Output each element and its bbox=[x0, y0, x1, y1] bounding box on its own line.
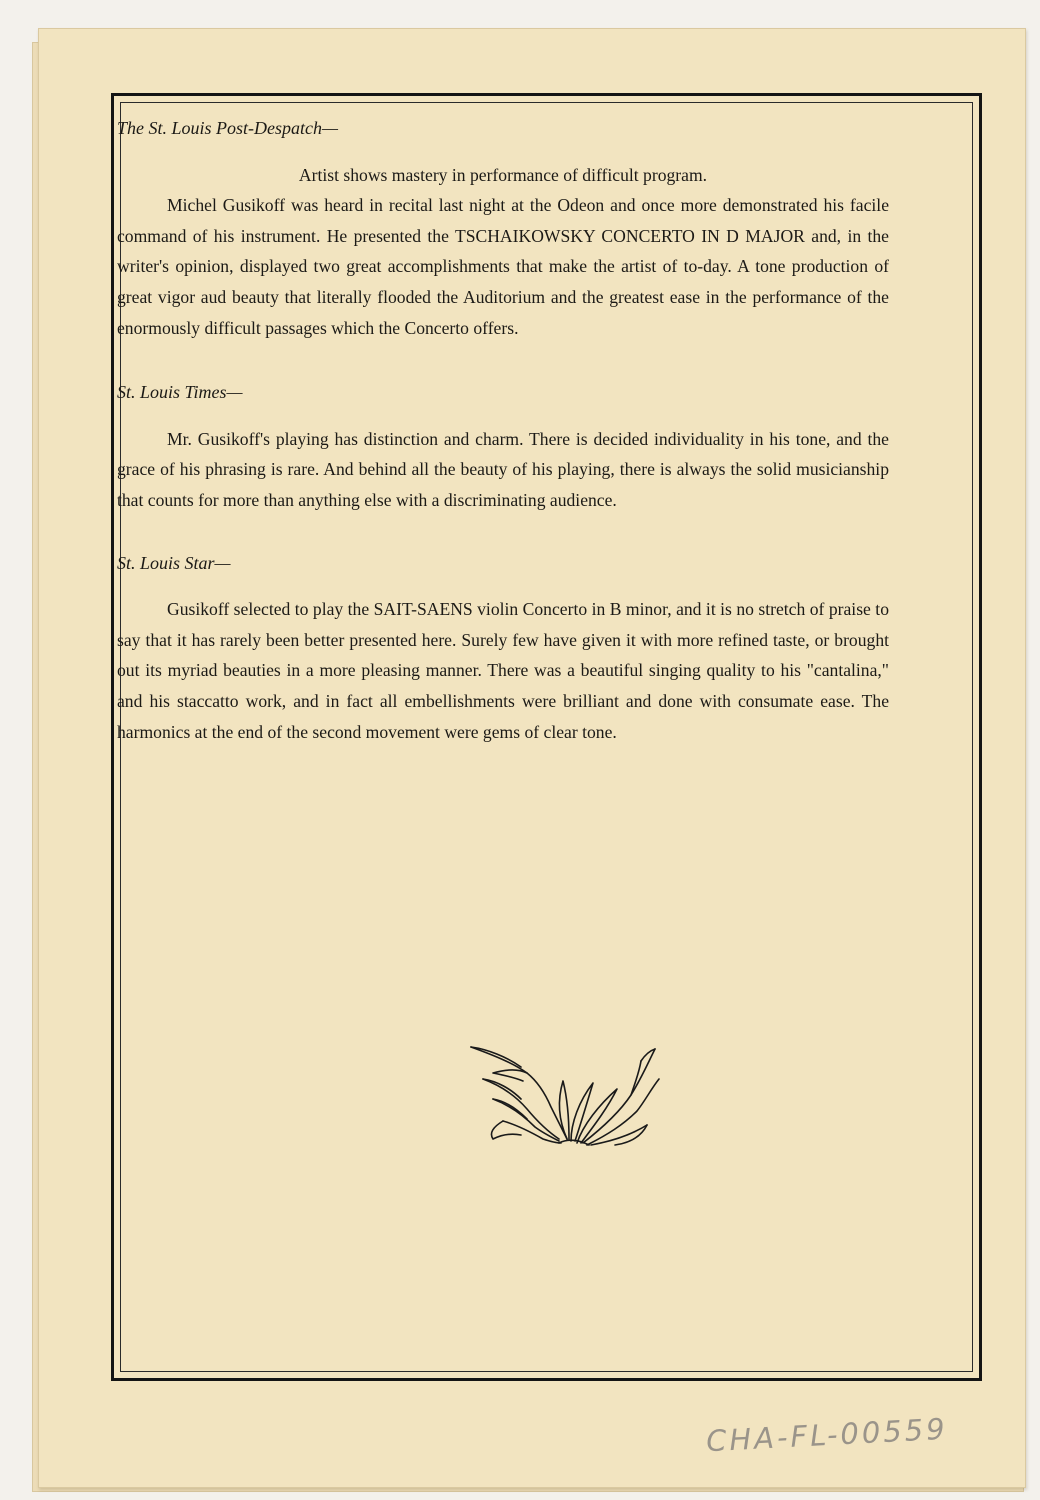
review-headline: Artist shows mastery in performance of difficult program. bbox=[298, 164, 708, 185]
leaf-ornament-icon bbox=[463, 1039, 673, 1151]
reviews-content bbox=[117, 113, 889, 747]
catalog-number: CHA-FL-00559 bbox=[705, 1411, 949, 1459]
review-source-star: St. Louis Star— bbox=[117, 552, 231, 573]
review-body-times: Mr. Gusikoff's playing has distinction and charm. There is decided individuality in his tone, and the grace of his phrasing is rare. And behind all the beauty of his playing, there is always the solid musicianship that counts for more than anything else with a discriminating audience. bbox=[117, 428, 889, 510]
review-source-post-despatch: The St. Louis Post-Despatch— bbox=[117, 118, 339, 138]
review-body-post-despatch: Michel Gusikoff was heard in recital last night at the Odeon and once more demonstrated his facile command of his instrument. He presented the TSCHAIKOWSKY CONCERTO IN D MAJOR and, in the writer's opinion, displayed two great accomplishments that make the artist of to-day. A tone production of great vigor aud beauty that literally flooded the Auditorium and the greatest ease in the performance of the enormously difficult passages which the Concerto offers. bbox=[117, 195, 889, 338]
program-page bbox=[38, 28, 1026, 1488]
review-body-star: Gusikoff selected to play the SAIT-SAENS violin Concerto in B minor, and it is no stretch of praise to say that it has rarely been better presented here. Surely few have given it with more refined taste, or brought out its myriad beauties in a more pleasing manner. There was a beautiful singing quality to his "cantalina," and his staccatto work, and in fact all embellishments were brilliant and done with consumate ease. The harmonics at the end of the second movement were gems of clear tone. bbox=[117, 599, 889, 742]
review-source-times: St. Louis Times— bbox=[117, 382, 243, 403]
